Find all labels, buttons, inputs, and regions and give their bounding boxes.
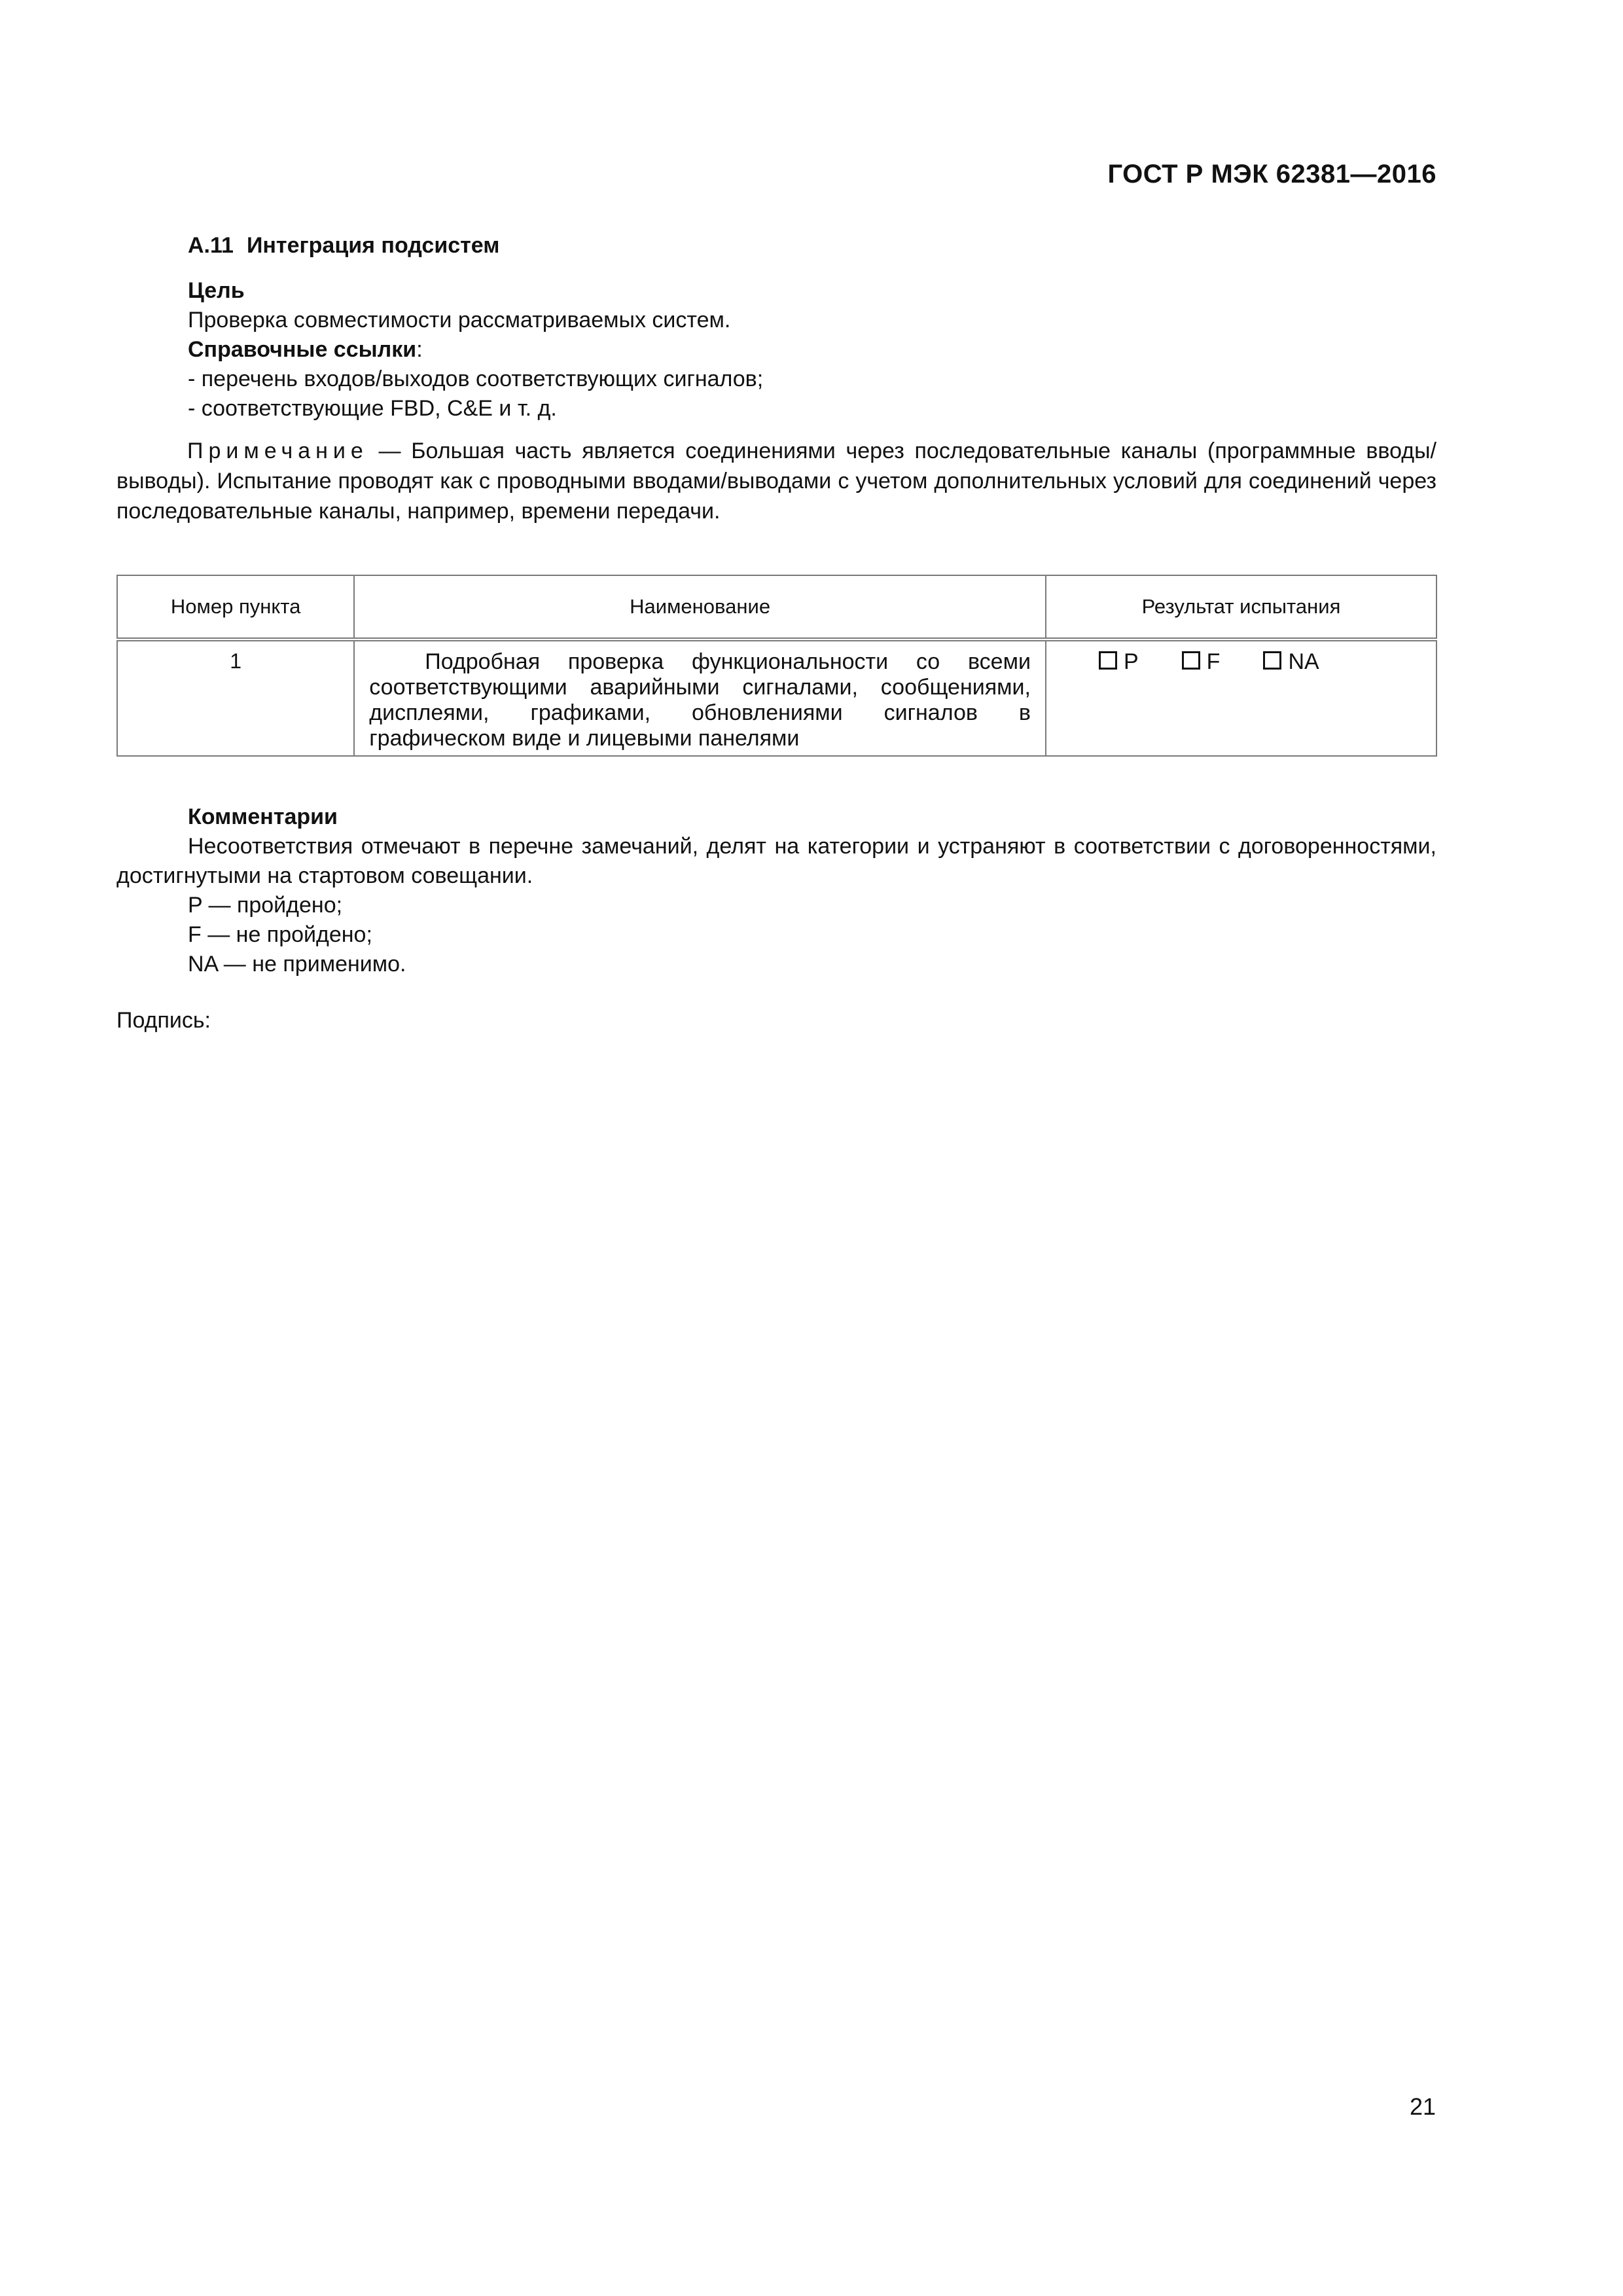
page-number: 21 [1409, 2093, 1436, 2120]
note-paragraph [116, 436, 1436, 526]
note-text: — Большая часть является соединениями через последовательные каналы (программные вводы/выводы). Испытание проводят как с проводными вводами/выводами с учетом дополнительных условий для соединений через последовательные каналы, например, времени передачи. [116, 439, 1436, 524]
references-suffix: : [416, 337, 423, 362]
checkbox-icon[interactable] [1099, 651, 1117, 670]
row-number: 1 [117, 639, 354, 756]
legend-item: NA — не применимо. [188, 952, 406, 977]
references-label: Справочные ссылки [188, 337, 417, 362]
comments-block [116, 802, 1436, 979]
reference-item: - перечень входов/выходов соответствующих сигналов; [188, 367, 764, 391]
header-name: Наименование [354, 575, 1046, 639]
row-name: Подробная проверка функциональности со всеми соответствующими аварийными сигналами, сообщениями, дисплеями, графиками, обновлениями сигналов в графическом виде и лицевыми панелями [354, 639, 1046, 756]
test-results-table [116, 575, 1437, 757]
document-standard-code: ГОСТ Р МЭК 62381—2016 [1107, 160, 1436, 188]
table-header-row [117, 575, 1436, 639]
checkbox-icon[interactable] [1182, 651, 1200, 670]
reference-item: - соответствующие FBD, C&E и т. д. [188, 396, 557, 421]
option-label: NA [1288, 649, 1319, 674]
header-test-result: Результат испытания [1046, 575, 1436, 639]
section-number: А.11 [188, 233, 234, 258]
legend-item: P — пройдено; [188, 893, 343, 918]
purpose-text: Проверка совместимости рассматриваемых систем. [188, 308, 731, 332]
option-label: F [1206, 649, 1221, 674]
section-heading [188, 233, 499, 259]
header-item-number: Номер пункта [117, 575, 354, 639]
comments-text: Несоответствия отмечают в перечне замечаний, делят на категории и устраняют в соответствии с договоренностями, достигнутыми на стартовом совещании. [116, 834, 1436, 888]
table-row [117, 639, 1436, 756]
result-option-p[interactable] [1099, 649, 1139, 675]
checkbox-icon[interactable] [1263, 651, 1281, 670]
legend-item: F — не пройдено; [188, 922, 372, 947]
section-title: Интеграция подсистем [246, 233, 500, 258]
result-option-f[interactable] [1182, 649, 1221, 675]
purpose-label: Цель [188, 278, 245, 303]
note-label: Примечание [187, 439, 368, 463]
signature-label: Подпись: [116, 1008, 211, 1033]
comments-label: Комментарии [188, 804, 338, 829]
option-label: P [1123, 649, 1139, 674]
references-heading [188, 335, 1436, 365]
purpose-block [188, 276, 1436, 423]
result-options [1046, 639, 1436, 756]
result-option-na[interactable] [1263, 649, 1319, 675]
